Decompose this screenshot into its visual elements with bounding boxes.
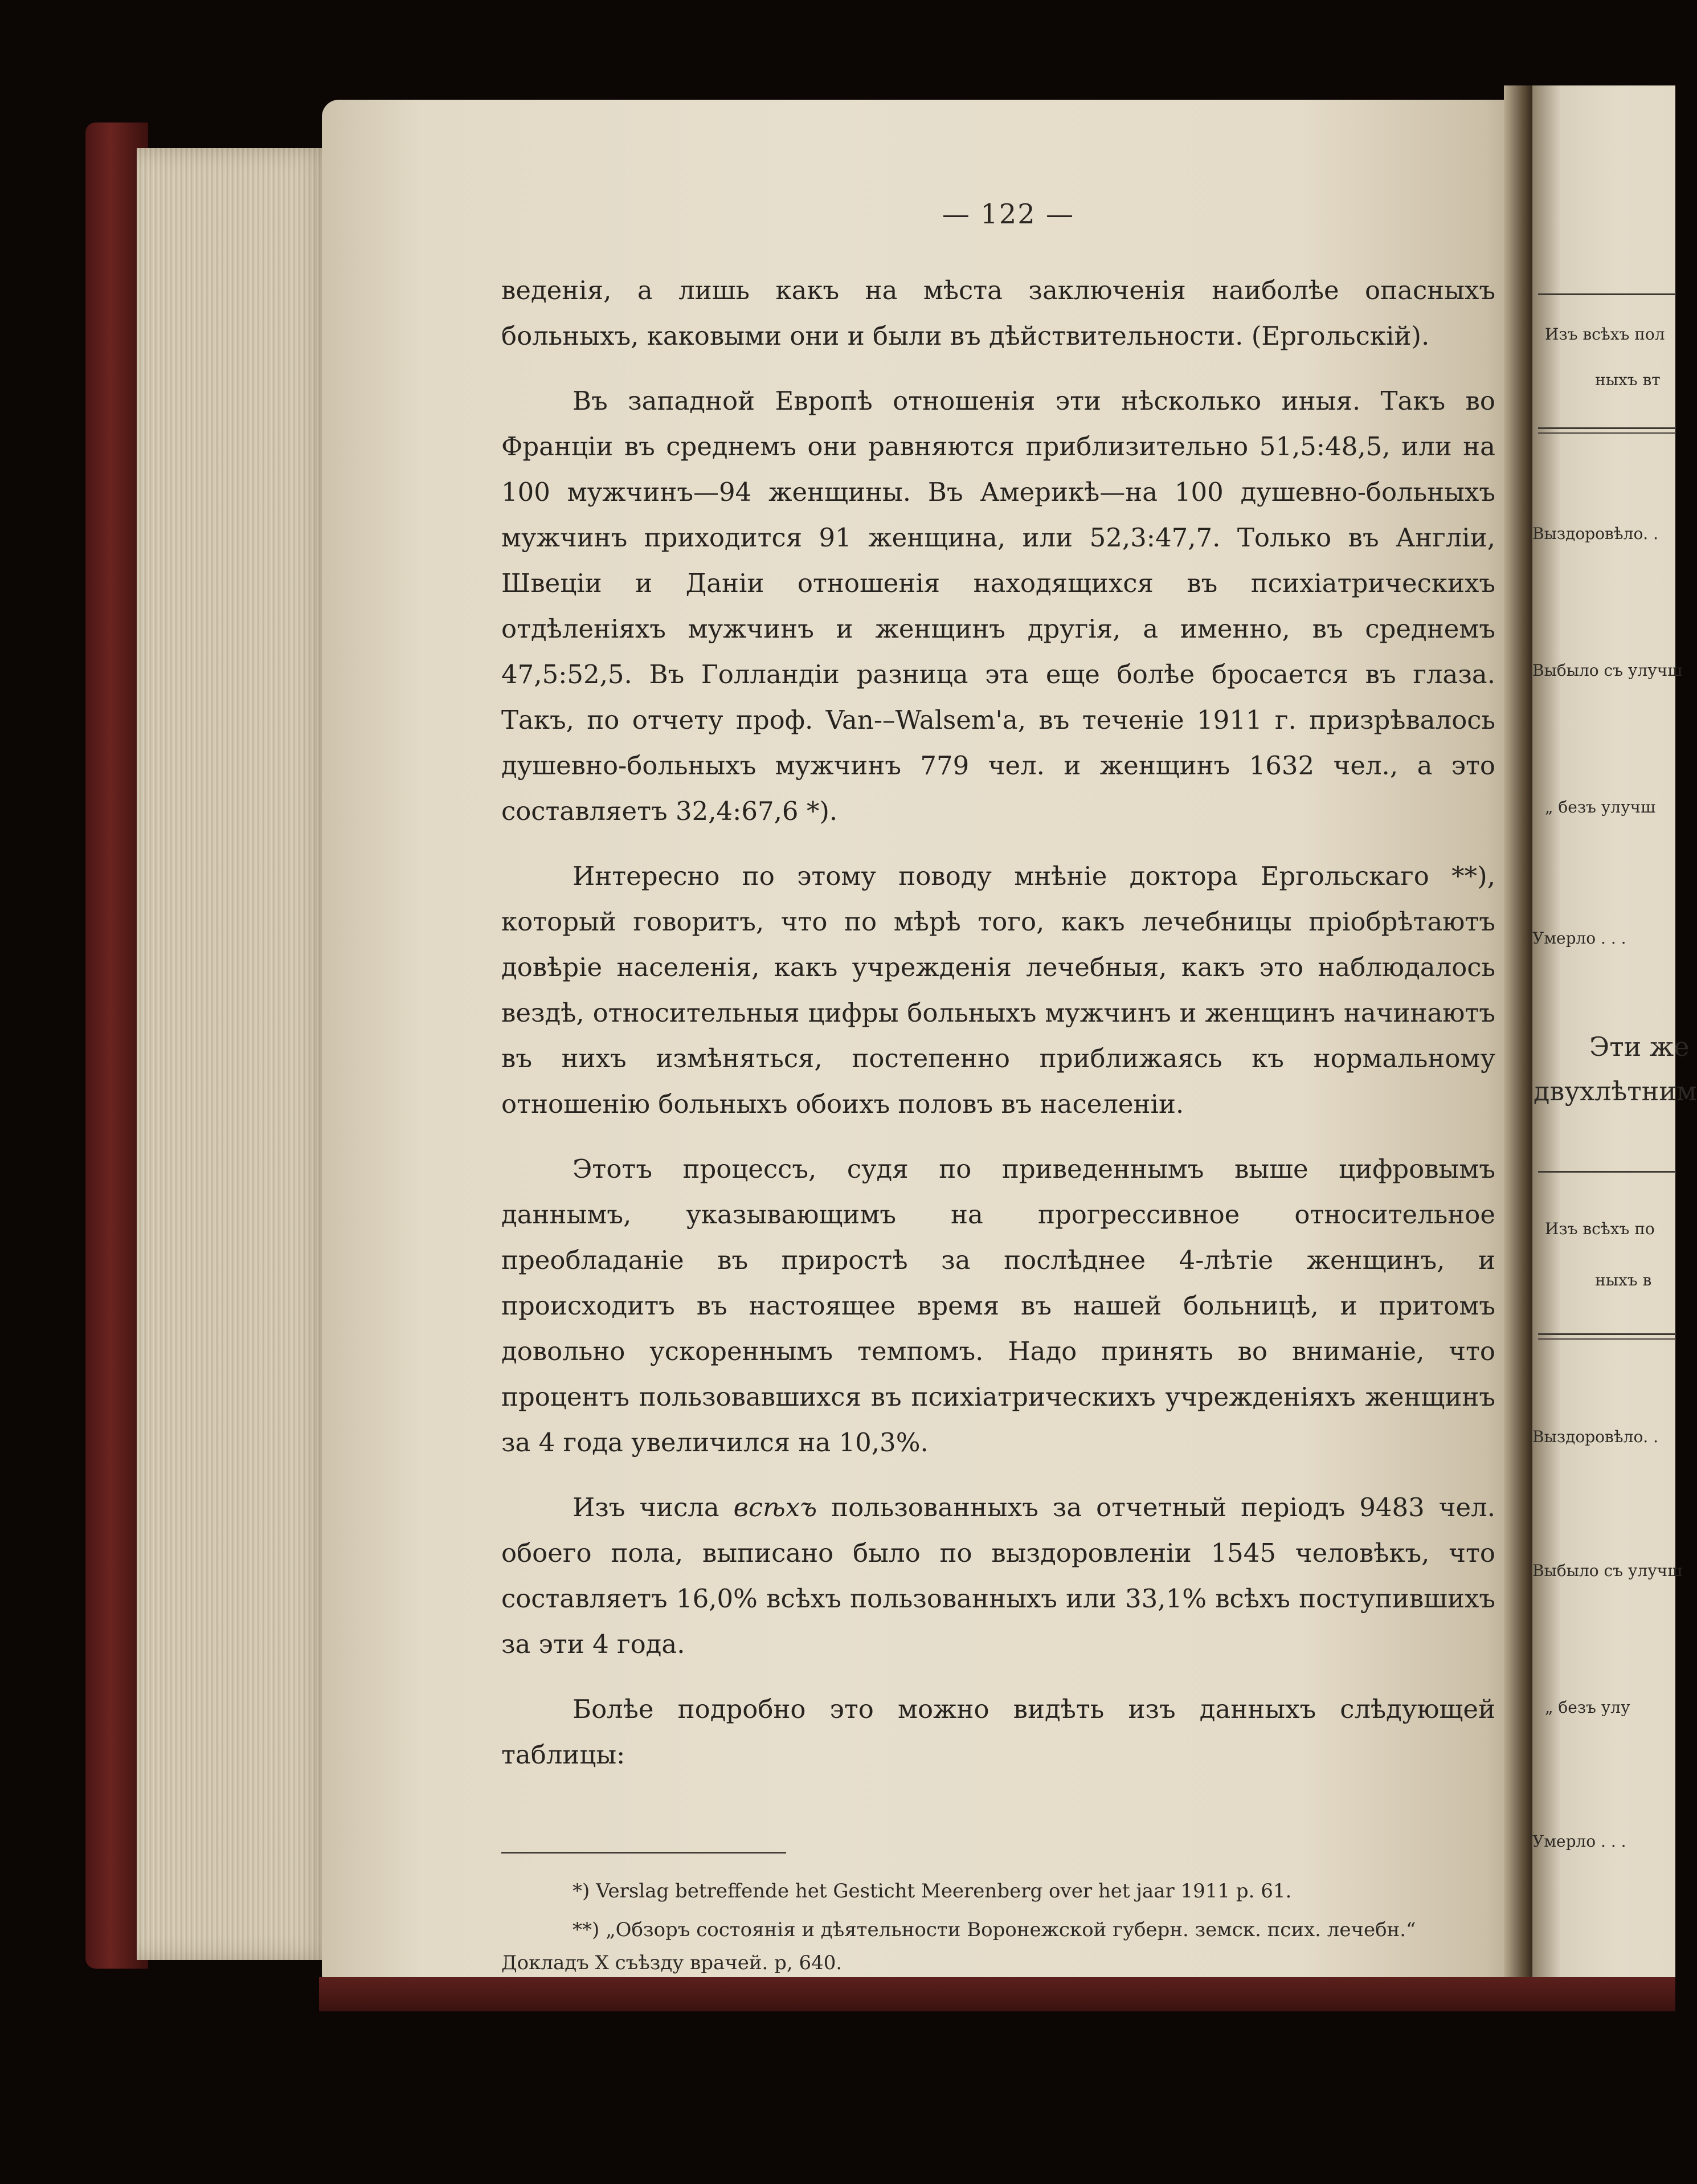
right-table2-top-rule xyxy=(1538,1171,1675,1173)
page-number: — 122 — xyxy=(942,198,1075,230)
right-fragment-9: Изъ всѣхъ по xyxy=(1545,1219,1655,1238)
footnote-1: *) Verslag betreffende het Gesticht Meerenberg over het jaar 1911 p. 61. xyxy=(573,1880,1292,1903)
paragraph-5-emphasis: всѣхъ xyxy=(733,1492,817,1522)
paragraph-6: Болѣе подробно это можно видѣть изъ данныхъ слѣдующей таблицы: xyxy=(501,1694,1495,1770)
right-fragment-3: Выздоровѣло. . xyxy=(1532,524,1659,543)
right-fragment-8: двухлѣтним xyxy=(1534,1076,1697,1107)
footnote-divider xyxy=(501,1852,786,1854)
paragraph-3: Интересно по этому поводу мнѣніе доктора Ергольскаго **), который говоритъ, что по мѣрѣ того, какъ лечебницы пріобрѣтаютъ довѣріе населенія, какъ учрежденія лечебныя, какъ это наблюдалось вездѣ, относительныя цифры больныхъ мужчинъ и женщинъ начинаютъ въ нихъ измѣняться, постепенно приближаясь къ нормальному отношенію больныхъ обоихъ половъ въ населеніи. xyxy=(501,861,1495,1119)
right-table2-header-rule xyxy=(1538,1333,1675,1340)
footnotes xyxy=(501,1875,1492,1985)
right-fragment-11: Выздоровѣло. . xyxy=(1532,1427,1659,1446)
paragraph-5-end: пользованныхъ за отчетный періодъ 9483 чел. обоего пола, выписано было по выздоровленіи 1545 человѣкъ, что составляетъ 16,0% всѣхъ пользованныхъ или 33,1% всѣхъ поступившихъ за эти 4 года. xyxy=(501,1492,1496,1659)
right-fragment-1: Изъ всѣхъ пол xyxy=(1545,325,1665,344)
paragraph-5 xyxy=(501,1485,1495,1667)
right-table-top-rule xyxy=(1538,293,1675,295)
right-table-header-rule xyxy=(1538,427,1675,434)
right-fragment-13: „ безъ улу xyxy=(1545,1698,1630,1717)
page-stack-edges xyxy=(137,148,330,1960)
paragraph-5-start: Изъ числа xyxy=(573,1492,734,1522)
right-fragment-12: Выбыло съ улучш xyxy=(1532,1561,1683,1580)
footnote-2: **) „Обзоръ состоянія и дѣятельности Воронежской губерн. земск. псих. лечебн.“ Докладъ X съѣзду врачей. р, 640. xyxy=(501,1918,1416,1974)
paragraph-2: Въ западной Европѣ отношенія эти нѣсколько иныя. Такъ во Франціи въ среднемъ они равняются приблизительно 51,5:48,5, или на 100 мужчинъ—94 женщины. Въ Америкѣ—на 100 душевно-больныхъ мужчинъ приходится 91 женщина, или 52,3:47,7. Только въ Англіи, Швеціи и Даніи отношенія находящихся въ психіатрическихъ отдѣленіяхъ мужчинъ и женщинъ другія, а именно, въ среднемъ 47,5:52,5. Въ Голландіи разница эта еще болѣе бросается въ глаза. Такъ, по отчету проф. Van-–Walsem'a, въ теченіе 1911 г. призрѣвалось душевно-больныхъ мужчинъ 779 чел. и женщинъ 1632 чел., а это составляетъ 32,4:67,6 *). xyxy=(501,386,1495,826)
right-fragment-14: Умерло . . . xyxy=(1532,1832,1626,1851)
right-fragment-10: ныхъ в xyxy=(1595,1271,1652,1289)
right-fragment-5: „ безъ улучш xyxy=(1545,798,1656,817)
paragraph-1: веденія, а лишь какъ на мѣста заключенія наиболѣе опасныхъ больныхъ, каковыми они и были въ дѣйствительности. (Ергольскій). xyxy=(501,275,1495,351)
right-fragment-7: Эти же xyxy=(1589,1031,1690,1062)
paragraph-4: Этотъ процессъ, судя по приведеннымъ выше цифровымъ даннымъ, указывающимъ на прогрессивное относительное преобладаніе въ приростѣ за послѣднее 4-лѣтіе женщинъ, и происходитъ въ настоящее время въ нашей больницѣ, и притомъ довольно ускореннымъ темпомъ. Надо принять во вниманіе, что процентъ пользовавшихся въ психіатрическихъ учрежденіяхъ женщинъ за 4 года увеличился на 10,3%. xyxy=(501,1154,1495,1458)
right-fragment-6: Умерло . . . xyxy=(1532,929,1626,948)
right-fragment-2: ныхъ вт xyxy=(1595,370,1661,389)
right-fragment-4: Выбыло съ улучш xyxy=(1532,661,1683,680)
body-text xyxy=(501,268,1495,1797)
